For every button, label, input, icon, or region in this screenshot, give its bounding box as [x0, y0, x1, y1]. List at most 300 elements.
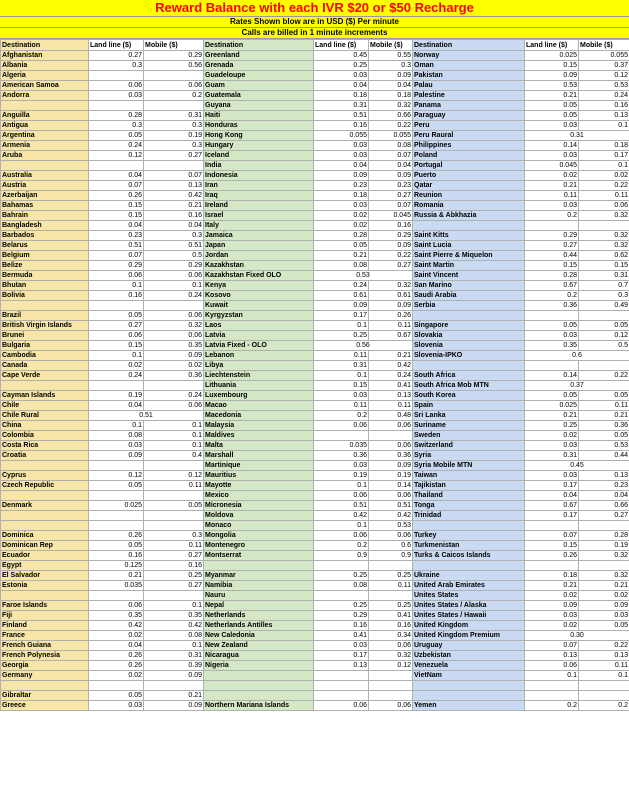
landline-rate-cell: 0.26: [89, 651, 144, 661]
destination-cell: Norway: [413, 51, 525, 61]
table-row: [1, 211, 629, 221]
mobile-rate-cell: [144, 491, 204, 501]
mobile-header: Mobile ($): [369, 40, 413, 51]
mobile-rate-cell: 0.25: [369, 601, 413, 611]
mobile-rate-cell: 0.15: [579, 261, 629, 271]
table-row: [1, 641, 629, 651]
flat-rate-cell: 0.31: [525, 131, 629, 141]
destination-cell: [1, 381, 89, 391]
landline-rate-cell: 0.02: [525, 621, 579, 631]
mobile-rate-cell: 0.09: [579, 601, 629, 611]
landline-rate-cell: [89, 161, 144, 171]
landline-rate-cell: 0.045: [525, 161, 579, 171]
mobile-rate-cell: 0.66: [369, 111, 413, 121]
table-row: [1, 221, 629, 231]
table-row: [1, 471, 629, 481]
landline-rate-cell: 0.27: [89, 51, 144, 61]
table-row: [1, 81, 629, 91]
landline-rate-cell: 0.13: [525, 651, 579, 661]
landline-rate-cell: [525, 521, 579, 531]
landline-rate-cell: 0.21: [89, 571, 144, 581]
landline-rate-cell: 0.025: [525, 51, 579, 61]
landline-rate-cell: 0.12: [89, 471, 144, 481]
landline-rate-cell: 0.2: [525, 291, 579, 301]
destination-cell: Armenia: [1, 141, 89, 151]
mobile-rate-cell: 0.06: [144, 81, 204, 91]
destination-cell: South Africa: [413, 371, 525, 381]
destination-cell: Iraq: [204, 191, 314, 201]
mobile-rate-cell: 0.09: [369, 171, 413, 181]
mobile-rate-cell: 0.32: [579, 241, 629, 251]
mobile-rate-cell: 0.22: [579, 371, 629, 381]
destination-cell: Andorra: [1, 91, 89, 101]
table-row: [1, 561, 629, 571]
destination-cell: [413, 521, 525, 531]
destination-cell: Unites States / Alaska: [413, 601, 525, 611]
mobile-rate-cell: 0.21: [579, 411, 629, 421]
destination-cell: Nauru: [204, 591, 314, 601]
mobile-rate-cell: 0.28: [579, 531, 629, 541]
mobile-rate-cell: 0.09: [369, 71, 413, 81]
mobile-rate-cell: [144, 301, 204, 311]
mobile-rate-cell: [144, 681, 204, 691]
destination-cell: Kosovo: [204, 291, 314, 301]
landline-rate-cell: 0.31: [314, 361, 369, 371]
destination-cell: [1, 521, 89, 531]
mobile-rate-cell: 0.05: [579, 431, 629, 441]
destination-cell: Maldives: [204, 431, 314, 441]
table-row: [1, 481, 629, 491]
mobile-rate-cell: 0.04: [369, 161, 413, 171]
destination-cell: Bhutan: [1, 281, 89, 291]
mobile-rate-cell: 0.07: [369, 151, 413, 161]
destination-cell: Latvia Fixed - OLO: [204, 341, 314, 351]
landline-rate-cell: 0.11: [314, 351, 369, 361]
mobile-rate-cell: 0.41: [369, 381, 413, 391]
landline-rate-cell: 0.2: [314, 411, 369, 421]
destination-cell: Northern Mariana Islands: [204, 701, 314, 711]
destination-cell: Palestine: [413, 91, 525, 101]
landline-rate-cell: 0.05: [89, 481, 144, 491]
mobile-rate-cell: 0.42: [369, 511, 413, 521]
landline-rate-cell: 0.05: [314, 241, 369, 251]
landline-rate-cell: 0.07: [525, 531, 579, 541]
destination-cell: Netherlands Antilles: [204, 621, 314, 631]
mobile-rate-cell: 0.9: [369, 551, 413, 561]
table-row: [1, 151, 629, 161]
destination-cell: [1, 461, 89, 471]
landline-rate-cell: 0.02: [314, 221, 369, 231]
landline-rate-cell: 0.1: [525, 671, 579, 681]
mobile-rate-cell: 0.18: [369, 91, 413, 101]
table-row: [1, 121, 629, 131]
destination-cell: New Zealand: [204, 641, 314, 651]
table-row: [1, 601, 629, 611]
mobile-rate-cell: 0.12: [579, 71, 629, 81]
mobile-rate-cell: 0.13: [579, 471, 629, 481]
table-row: [1, 361, 629, 371]
destination-cell: Malaysia: [204, 421, 314, 431]
mobile-rate-cell: 0.06: [144, 401, 204, 411]
landline-rate-cell: 0.21: [525, 91, 579, 101]
landline-rate-cell: 0.27: [525, 241, 579, 251]
destination-cell: Nicaragua: [204, 651, 314, 661]
destination-cell: Turkey: [413, 531, 525, 541]
destination-cell: Thailand: [413, 491, 525, 501]
destination-cell: Greece: [1, 701, 89, 711]
table-row: [1, 511, 629, 521]
landline-rate-cell: 0.9: [314, 551, 369, 561]
destination-cell: United Kingdom: [413, 621, 525, 631]
destination-cell: [1, 591, 89, 601]
table-row: [1, 631, 629, 641]
destination-cell: Croatia: [1, 451, 89, 461]
landline-rate-cell: 0.03: [314, 71, 369, 81]
table-row: [1, 131, 629, 141]
landline-rate-cell: 0.07: [89, 251, 144, 261]
landline-rate-cell: [525, 561, 579, 571]
destination-cell: Montserrat: [204, 551, 314, 561]
destination-cell: Israel: [204, 211, 314, 221]
mobile-rate-cell: [579, 691, 629, 701]
rates-note: Rates Shown blow are in USD ($) Per minute: [0, 17, 629, 28]
destination-cell: Belarus: [1, 241, 89, 251]
destination-cell: Syria Mobile MTN: [413, 461, 525, 471]
mobile-rate-cell: [144, 511, 204, 521]
destination-cell: Kenya: [204, 281, 314, 291]
mobile-rate-cell: 0.32: [579, 231, 629, 241]
destination-cell: Latvia: [204, 331, 314, 341]
mobile-rate-cell: 0.3: [579, 291, 629, 301]
destination-cell: Micronesia: [204, 501, 314, 511]
mobile-rate-cell: 0.22: [369, 251, 413, 261]
mobile-rate-cell: 0.04: [369, 81, 413, 91]
destination-cell: Yemen: [413, 701, 525, 711]
table-row: [1, 591, 629, 601]
flat-rate-cell: 0.37: [525, 381, 629, 391]
table-row: [1, 341, 629, 351]
destination-cell: El Salvador: [1, 571, 89, 581]
mobile-rate-cell: [144, 71, 204, 81]
destination-cell: Costa Rica: [1, 441, 89, 451]
landline-rate-cell: 0.05: [89, 691, 144, 701]
landline-rate-cell: 0.15: [89, 201, 144, 211]
mobile-rate-cell: [369, 691, 413, 701]
destination-cell: Poland: [413, 151, 525, 161]
flat-rate-cell: 0.6: [525, 351, 629, 361]
landline-rate-cell: 0.42: [89, 621, 144, 631]
mobile-rate-cell: 0.06: [369, 641, 413, 651]
table-row: [1, 671, 629, 681]
landline-rate-cell: 0.26: [89, 191, 144, 201]
table-row: [1, 61, 629, 71]
destination-cell: [413, 561, 525, 571]
mobile-rate-cell: [144, 161, 204, 171]
landline-rate-cell: 0.03: [525, 121, 579, 131]
mobile-rate-cell: 0.21: [369, 351, 413, 361]
mobile-rate-cell: 0.13: [579, 111, 629, 121]
landline-rate-cell: [314, 691, 369, 701]
destination-cell: [1, 681, 89, 691]
landline-rate-cell: 0.1: [89, 351, 144, 361]
destination-cell: [204, 671, 314, 681]
landline-rate-cell: 0.03: [89, 91, 144, 101]
landline-rate-cell: 0.125: [89, 561, 144, 571]
destination-cell: Sweden: [413, 431, 525, 441]
mobile-rate-cell: 0.19: [144, 131, 204, 141]
table-row: [1, 181, 629, 191]
landline-rate-cell: 0.31: [314, 101, 369, 111]
destination-cell: Macao: [204, 401, 314, 411]
mobile-rate-cell: 0.44: [579, 451, 629, 461]
table-row: [1, 421, 629, 431]
landline-rate-cell: 0.18: [314, 91, 369, 101]
landline-rate-cell: 0.06: [314, 421, 369, 431]
table-row: [1, 411, 629, 421]
mobile-rate-cell: [144, 591, 204, 601]
destination-cell: Cape Verde: [1, 371, 89, 381]
landline-rate-cell: 0.18: [314, 191, 369, 201]
mobile-rate-cell: 0.32: [369, 281, 413, 291]
mobile-rate-cell: 0.1: [144, 441, 204, 451]
landline-rate-cell: 0.23: [314, 181, 369, 191]
landline-rate-cell: [89, 681, 144, 691]
landline-rate-cell: 0.03: [525, 331, 579, 341]
landline-rate-cell: 0.02: [314, 211, 369, 221]
mobile-rate-cell: 0.1: [144, 421, 204, 431]
table-row: [1, 91, 629, 101]
destination-cell: Uruguay: [413, 641, 525, 651]
landline-rate-cell: 0.07: [89, 181, 144, 191]
landline-rate-cell: 0.04: [525, 491, 579, 501]
landline-rate-cell: 0.25: [314, 571, 369, 581]
destination-cell: French Polynesia: [1, 651, 89, 661]
mobile-rate-cell: 0.11: [579, 661, 629, 671]
landline-rate-cell: [89, 101, 144, 111]
landline-rate-cell: [525, 311, 579, 321]
destination-cell: Iceland: [204, 151, 314, 161]
destination-cell: Turkmenistan: [413, 541, 525, 551]
landline-rate-cell: 0.17: [314, 651, 369, 661]
destination-cell: Sri Lanka: [413, 411, 525, 421]
mobile-rate-cell: 0.1: [144, 601, 204, 611]
destination-cell: Algeria: [1, 71, 89, 81]
landline-rate-cell: 0.21: [314, 251, 369, 261]
destination-cell: Philippines: [413, 141, 525, 151]
mobile-rate-cell: 0.24: [144, 391, 204, 401]
mobile-rate-cell: 0.42: [369, 361, 413, 371]
mobile-rate-cell: 0.09: [369, 461, 413, 471]
mobile-rate-cell: [144, 381, 204, 391]
destination-cell: Liechtenstein: [204, 371, 314, 381]
landline-rate-cell: 0.05: [525, 391, 579, 401]
mobile-rate-cell: 0.08: [144, 631, 204, 641]
mobile-rate-cell: 0.11: [144, 481, 204, 491]
destination-cell: Libya: [204, 361, 314, 371]
destination-cell: Brazil: [1, 311, 89, 321]
destination-cell: United Arab Emirates: [413, 581, 525, 591]
landline-rate-cell: 0.21: [525, 181, 579, 191]
landline-rate-cell: 0.06: [89, 331, 144, 341]
destination-cell: Antigua: [1, 121, 89, 131]
destination-cell: Barbados: [1, 231, 89, 241]
mobile-rate-cell: 0.16: [144, 211, 204, 221]
landline-rate-cell: 0.03: [314, 151, 369, 161]
mobile-rate-cell: [579, 221, 629, 231]
landline-rate-cell: 0.51: [89, 241, 144, 251]
landline-rate-cell: 0.1: [314, 481, 369, 491]
destination-cell: Hungary: [204, 141, 314, 151]
landline-rate-cell: 0.06: [314, 701, 369, 711]
destination-cell: [204, 681, 314, 691]
destination-cell: VietNam: [413, 671, 525, 681]
landline-rate-cell: 0.11: [525, 191, 579, 201]
destination-cell: Cayman Islands: [1, 391, 89, 401]
mobile-rate-cell: 0.61: [369, 291, 413, 301]
landline-rate-cell: 0.29: [525, 231, 579, 241]
table-row: [1, 611, 629, 621]
destination-cell: Bahamas: [1, 201, 89, 211]
table-row: [1, 621, 629, 631]
landline-rate-cell: 0.17: [525, 511, 579, 521]
landline-rate-cell: 0.06: [89, 601, 144, 611]
mobile-rate-cell: 0.32: [579, 211, 629, 221]
landline-rate-cell: [89, 511, 144, 521]
destination-cell: Macedonia: [204, 411, 314, 421]
mobile-header: Mobile ($): [144, 40, 204, 51]
mobile-rate-cell: 0.24: [579, 91, 629, 101]
landline-rate-cell: 0.06: [314, 491, 369, 501]
landline-rate-cell: 0.2: [525, 701, 579, 711]
table-row: [1, 681, 629, 691]
destination-cell: Bermuda: [1, 271, 89, 281]
destination-cell: Brunei: [1, 331, 89, 341]
mobile-rate-cell: 0.17: [579, 151, 629, 161]
destination-cell: Tajikistan: [413, 481, 525, 491]
table-row: [1, 371, 629, 381]
mobile-rate-cell: [579, 361, 629, 371]
table-row: [1, 541, 629, 551]
landline-rate-cell: 0.04: [314, 161, 369, 171]
rates-table: [0, 39, 629, 711]
landline-rate-cell: [314, 591, 369, 601]
destination-cell: Nigeria: [204, 661, 314, 671]
mobile-rate-cell: 0.09: [369, 301, 413, 311]
mobile-rate-cell: 0.29: [369, 231, 413, 241]
landline-rate-cell: [314, 431, 369, 441]
mobile-rate-cell: 0.12: [579, 331, 629, 341]
landline-rate-cell: 0.61: [314, 291, 369, 301]
mobile-rate-cell: 0.27: [579, 511, 629, 521]
mobile-rate-cell: 0.06: [369, 491, 413, 501]
landline-rate-cell: 0.1: [89, 421, 144, 431]
flat-rate-cell: 0.51: [89, 411, 204, 421]
destination-cell: [1, 101, 89, 111]
destination-cell: [413, 221, 525, 231]
mobile-rate-cell: 0.13: [579, 651, 629, 661]
destination-cell: Slovenia-IPKO: [413, 351, 525, 361]
mobile-rate-cell: 0.27: [144, 551, 204, 561]
table-row: [1, 161, 629, 171]
destination-cell: Saudi Arabia: [413, 291, 525, 301]
mobile-rate-cell: 0.29: [144, 51, 204, 61]
destination-cell: Myanmar: [204, 571, 314, 581]
mobile-rate-cell: 0.35: [144, 341, 204, 351]
mobile-rate-cell: 0.23: [579, 481, 629, 491]
mobile-rate-cell: 0.05: [579, 391, 629, 401]
landline-rate-cell: 0.26: [89, 661, 144, 671]
landline-rate-cell: 0.03: [314, 201, 369, 211]
destination-cell: Grenada: [204, 61, 314, 71]
table-row: [1, 141, 629, 151]
landline-rate-cell: 0.28: [525, 271, 579, 281]
mobile-rate-cell: [369, 681, 413, 691]
mobile-rate-cell: [144, 101, 204, 111]
flat-rate-cell: 0.56: [314, 341, 413, 351]
destination-cell: Mongolia: [204, 531, 314, 541]
landline-header: Land line ($): [89, 40, 144, 51]
destination-cell: [1, 161, 89, 171]
landline-rate-cell: 0.09: [89, 451, 144, 461]
landline-rate-cell: 0.18: [525, 571, 579, 581]
mobile-rate-cell: 0.48: [369, 411, 413, 421]
landline-rate-cell: 0.05: [525, 111, 579, 121]
destination-cell: Mauritius: [204, 471, 314, 481]
destination-cell: Faroe Islands: [1, 601, 89, 611]
landline-rate-cell: 0.03: [314, 141, 369, 151]
destination-cell: Moldova: [204, 511, 314, 521]
destination-cell: [413, 311, 525, 321]
destination-cell: Tonga: [413, 501, 525, 511]
landline-rate-cell: 0.16: [89, 551, 144, 561]
destination-cell: Paraguay: [413, 111, 525, 121]
mobile-rate-cell: 0.22: [579, 181, 629, 191]
destination-cell: Venezuela: [413, 661, 525, 671]
mobile-rate-cell: 0.06: [369, 441, 413, 451]
landline-rate-cell: 0.36: [525, 301, 579, 311]
mobile-rate-cell: 0.56: [144, 61, 204, 71]
mobile-rate-cell: 0.045: [369, 211, 413, 221]
mobile-rate-cell: 0.22: [579, 641, 629, 651]
destination-cell: Denmark: [1, 501, 89, 511]
destination-cell: Azerbaijan: [1, 191, 89, 201]
flat-rate-cell: 0.30: [525, 631, 629, 641]
landline-rate-cell: [525, 681, 579, 691]
mobile-rate-cell: 0.34: [369, 631, 413, 641]
table-row: [1, 701, 629, 711]
table-row: [1, 191, 629, 201]
landline-rate-cell: 0.35: [525, 341, 579, 351]
mobile-rate-cell: 0.3: [369, 61, 413, 71]
landline-rate-cell: 0.21: [525, 411, 579, 421]
destination-cell: Jordan: [204, 251, 314, 261]
destination-cell: Romania: [413, 201, 525, 211]
mobile-rate-cell: 0.32: [579, 571, 629, 581]
landline-rate-cell: 0.15: [525, 541, 579, 551]
mobile-rate-cell: [369, 431, 413, 441]
mobile-rate-cell: 0.21: [144, 201, 204, 211]
mobile-rate-cell: 0.06: [369, 531, 413, 541]
mobile-rate-cell: 0.13: [144, 181, 204, 191]
mobile-rate-cell: 0.16: [369, 221, 413, 231]
mobile-rate-cell: 0.36: [579, 421, 629, 431]
mobile-rate-cell: 0.1: [579, 121, 629, 131]
destination-cell: Kuwait: [204, 301, 314, 311]
destination-cell: Gibraltar: [1, 691, 89, 701]
mobile-rate-cell: 0.06: [144, 331, 204, 341]
destination-cell: Pakistan: [413, 71, 525, 81]
table-row: [1, 401, 629, 411]
